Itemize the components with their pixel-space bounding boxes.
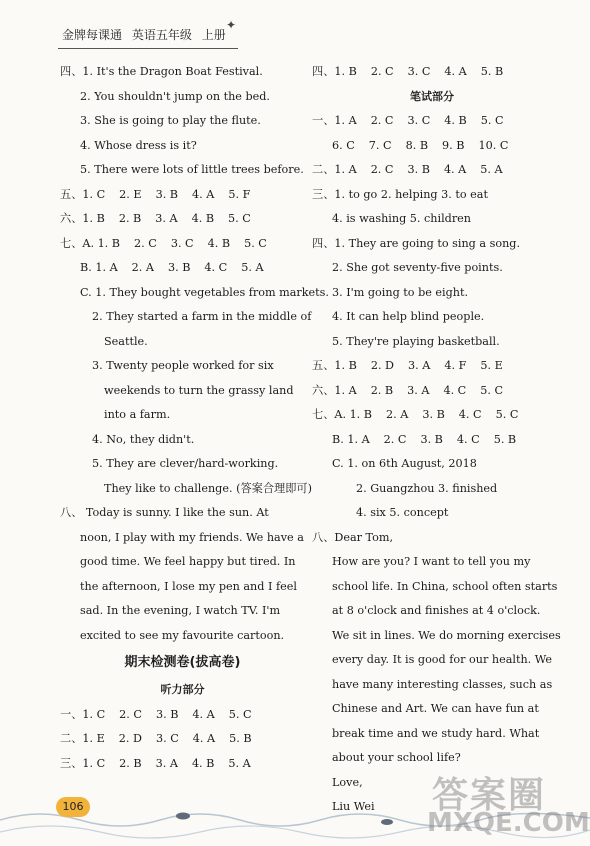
answer-item: 4. A bbox=[192, 707, 215, 721]
answer-item: 4. B bbox=[191, 756, 215, 770]
letter-line: at 8 o'clock and finishes at 4 o'clock. bbox=[332, 604, 541, 617]
series-name: 金牌每课通 bbox=[62, 28, 123, 42]
answer-item: 8. B bbox=[405, 138, 429, 152]
answer-item: 5. C bbox=[495, 408, 519, 421]
answer-item: 5. C bbox=[228, 707, 252, 721]
answer-item: 4. B bbox=[444, 114, 467, 127]
answer-item: 七、A. 1. B bbox=[60, 236, 121, 250]
answer-line: 2. You shouldn't jump on the bed. bbox=[80, 89, 270, 103]
answer-row-q6 bbox=[60, 207, 305, 232]
answer-line: They like to challenge. (答案合理即可) bbox=[104, 481, 312, 495]
answer-item: 3. C bbox=[407, 114, 431, 127]
answer-line: C. 1. They bought vegetables from markets. bbox=[80, 285, 329, 299]
letter-line: school life. In China, school often starts bbox=[332, 579, 558, 593]
letter-line: break time and we study hard. What bbox=[332, 726, 540, 740]
answer-row-q7b bbox=[60, 256, 305, 281]
answer-item: 一、1. A bbox=[312, 114, 357, 127]
answer-row-q7a bbox=[60, 232, 305, 257]
essay-line: sad. In the evening, I watch TV. I'm bbox=[80, 604, 281, 617]
answer-item: 五、1. C bbox=[60, 187, 106, 201]
answer-row-l3 bbox=[60, 752, 305, 777]
answer-row-r4 bbox=[312, 60, 552, 85]
written-section-title: 笔试部分 bbox=[410, 89, 454, 103]
answer-line: 4. is washing 5. children bbox=[332, 212, 471, 225]
answer-item: 5. C bbox=[244, 236, 267, 250]
answer-item: 5. A bbox=[228, 756, 251, 770]
answer-row-l2 bbox=[60, 727, 305, 752]
answer-item: 5. B bbox=[229, 732, 252, 745]
answer-item: 4. B bbox=[207, 236, 231, 250]
answer-item: 4. C bbox=[458, 408, 482, 421]
answer-item: 10. C bbox=[478, 138, 509, 152]
listening-section-title: 听力部分 bbox=[160, 683, 205, 696]
answer-line: Seattle. bbox=[104, 334, 148, 348]
answer-item: 2. D bbox=[370, 359, 395, 372]
final-exam-title: 期末检测卷(拔高卷) bbox=[124, 655, 241, 670]
answer-line: 三、1. to go 2. helping 3. to eat bbox=[312, 187, 488, 201]
answer-row-w1a bbox=[312, 109, 552, 134]
answer-item: 2. C bbox=[134, 236, 157, 250]
answer-item: 2. C bbox=[370, 65, 394, 78]
answer-line: 2. She got seventy-five points. bbox=[332, 261, 503, 274]
answer-line: 5. They are clever/hard-working. bbox=[92, 457, 279, 470]
fish-icon bbox=[176, 813, 190, 820]
answer-row-w7a bbox=[312, 403, 552, 428]
answer-item: 六、1. B bbox=[60, 212, 105, 225]
answer-item: 五、1. B bbox=[312, 359, 357, 372]
answer-item: 3. A bbox=[407, 383, 430, 397]
right-column bbox=[312, 60, 561, 820]
answer-item: 3. B bbox=[167, 261, 191, 274]
answer-item: 4. C bbox=[456, 432, 480, 446]
answer-line: 5. They're playing basketball. bbox=[332, 334, 500, 348]
answer-line: 3. I'm going to be eight. bbox=[332, 285, 469, 299]
essay-line: 八、 Today is sunny. I like the sun. At bbox=[60, 506, 269, 519]
answer-item: 3. A bbox=[408, 359, 431, 372]
answer-item: 5. A bbox=[480, 163, 503, 176]
answer-line: into a farm. bbox=[104, 408, 171, 421]
letter-signature: Liu Wei bbox=[332, 800, 375, 813]
essay-line: excited to see my favourite cartoon. bbox=[80, 628, 285, 642]
answer-line: 2. They started a farm in the middle of bbox=[92, 310, 312, 323]
book-name: 英语五年级 bbox=[131, 28, 192, 42]
answer-item: 2. B bbox=[118, 212, 142, 225]
answer-item: 6. C bbox=[332, 138, 355, 152]
answer-item: 2. B bbox=[119, 756, 142, 770]
answer-item: 5. C bbox=[228, 212, 251, 225]
answer-item: 2. D bbox=[118, 732, 142, 745]
answer-row-w2 bbox=[312, 158, 552, 183]
letter-greeting: 八、Dear Tom, bbox=[312, 530, 394, 544]
answer-item: 5. A bbox=[241, 261, 264, 274]
answer-item: 2. C bbox=[370, 114, 394, 127]
answer-row-w7b bbox=[312, 428, 552, 453]
answer-line: 4. Whose dress is it? bbox=[80, 138, 197, 152]
answer-item: B. 1. A bbox=[332, 432, 370, 446]
answer-line: 3. She is going to play the flute. bbox=[80, 114, 261, 127]
answer-item: 3. A bbox=[155, 212, 178, 225]
letter-line: How are you? I want to tell you my bbox=[332, 555, 531, 568]
answer-item: 3. C bbox=[155, 732, 179, 745]
watermark-url: MXQE.COM bbox=[427, 808, 590, 838]
answer-item: 4. C bbox=[204, 261, 228, 274]
answer-item: 5. F bbox=[228, 187, 251, 201]
answer-line: 2. Guangzhou 3. finished bbox=[356, 481, 498, 495]
star-icon: ✦ bbox=[226, 18, 237, 32]
answer-line: 4. six 5. concept bbox=[356, 506, 449, 519]
essay-line: noon, I play with my friends. We have a bbox=[80, 530, 304, 544]
answer-item: 2. B bbox=[370, 383, 394, 397]
page-number: 106 bbox=[56, 797, 90, 817]
answer-item: 二、1. A bbox=[312, 163, 357, 176]
answer-item: 4. F bbox=[444, 359, 467, 372]
answer-item: 一、1. C bbox=[60, 707, 106, 721]
left-column bbox=[60, 60, 329, 776]
answer-item: 3. C bbox=[407, 65, 431, 78]
answer-item: 2. E bbox=[119, 187, 142, 201]
answer-line: 4. No, they didn't. bbox=[92, 432, 195, 446]
answer-item: 5. B bbox=[480, 65, 504, 78]
answer-item: 2. A bbox=[386, 408, 409, 421]
answer-item: 3. B bbox=[420, 432, 443, 446]
essay-line: the afternoon, I lose my pen and I feel bbox=[80, 579, 297, 593]
answer-line: weekends to turn the grassy land bbox=[104, 383, 294, 397]
answer-item: 2. C bbox=[119, 707, 142, 721]
answer-item: 3. C bbox=[170, 236, 194, 250]
answer-line: 四、1. They are going to sing a song. bbox=[312, 236, 521, 250]
answer-row-w1b bbox=[312, 134, 552, 159]
answer-row-l1 bbox=[60, 703, 305, 728]
letter-closing: Love, bbox=[332, 775, 363, 789]
answer-line: 3. Twenty people worked for six bbox=[92, 359, 274, 372]
answer-item: 二、1. E bbox=[60, 732, 105, 745]
answer-item: 2. C bbox=[370, 163, 394, 176]
answer-item: 3. B bbox=[422, 408, 445, 421]
answer-item: 2. C bbox=[383, 432, 407, 446]
letter-line: every day. It is good for our health. We bbox=[332, 653, 552, 666]
answer-line: 四、1. It's the Dragon Boat Festival. bbox=[60, 65, 263, 78]
essay-line: good time. We feel happy but tired. In bbox=[80, 555, 296, 568]
header-divider bbox=[58, 48, 238, 49]
answer-item: 4. A bbox=[443, 163, 467, 176]
answer-item: 5. B bbox=[493, 432, 517, 446]
answer-row-w6 bbox=[312, 379, 552, 404]
answer-item: 5. C bbox=[480, 114, 504, 127]
answer-item: 5. E bbox=[480, 359, 503, 372]
watermark-logo: 答案圈 bbox=[432, 775, 547, 816]
answer-row-w5 bbox=[312, 354, 552, 379]
answer-row-q5 bbox=[60, 183, 305, 208]
volume-name: 上册 bbox=[201, 28, 226, 42]
answer-line: C. 1. on 6th August, 2018 bbox=[332, 457, 477, 470]
answer-item: 七、A. 1. B bbox=[312, 408, 373, 421]
answer-item: 3. A bbox=[155, 756, 178, 770]
answer-item: 3. B bbox=[155, 187, 179, 201]
answer-line: 4. It can help blind people. bbox=[332, 310, 485, 323]
answer-item: 六、1. A bbox=[312, 383, 357, 397]
header-text bbox=[62, 26, 232, 43]
answer-item: 9. B bbox=[442, 138, 465, 152]
answer-item: 4. A bbox=[192, 187, 215, 201]
answer-item: 4. B bbox=[191, 212, 215, 225]
answer-item: 5. C bbox=[480, 383, 504, 397]
answer-item: 三、1. C bbox=[60, 756, 106, 770]
answer-item: 四、1. B bbox=[312, 65, 357, 78]
answer-item: 4. A bbox=[444, 65, 467, 78]
answer-item: 3. B bbox=[155, 707, 179, 721]
letter-line: We sit in lines. We do morning exercises bbox=[332, 628, 561, 642]
answer-line: 5. There were lots of little trees before. bbox=[80, 163, 304, 176]
answer-item: 7. C bbox=[368, 138, 392, 152]
letter-line: about your school life? bbox=[332, 751, 461, 764]
fish-icon bbox=[381, 819, 393, 825]
answer-item: 4. A bbox=[192, 732, 216, 745]
answer-item: 3. B bbox=[407, 163, 430, 176]
letter-line: have many interesting classes, such as bbox=[332, 677, 553, 691]
answer-item: 2. A bbox=[131, 261, 154, 274]
answer-item: B. 1. A bbox=[80, 261, 118, 274]
letter-line: Chinese and Art. We can have fun at bbox=[332, 702, 539, 715]
answer-item: 4. C bbox=[443, 383, 467, 397]
